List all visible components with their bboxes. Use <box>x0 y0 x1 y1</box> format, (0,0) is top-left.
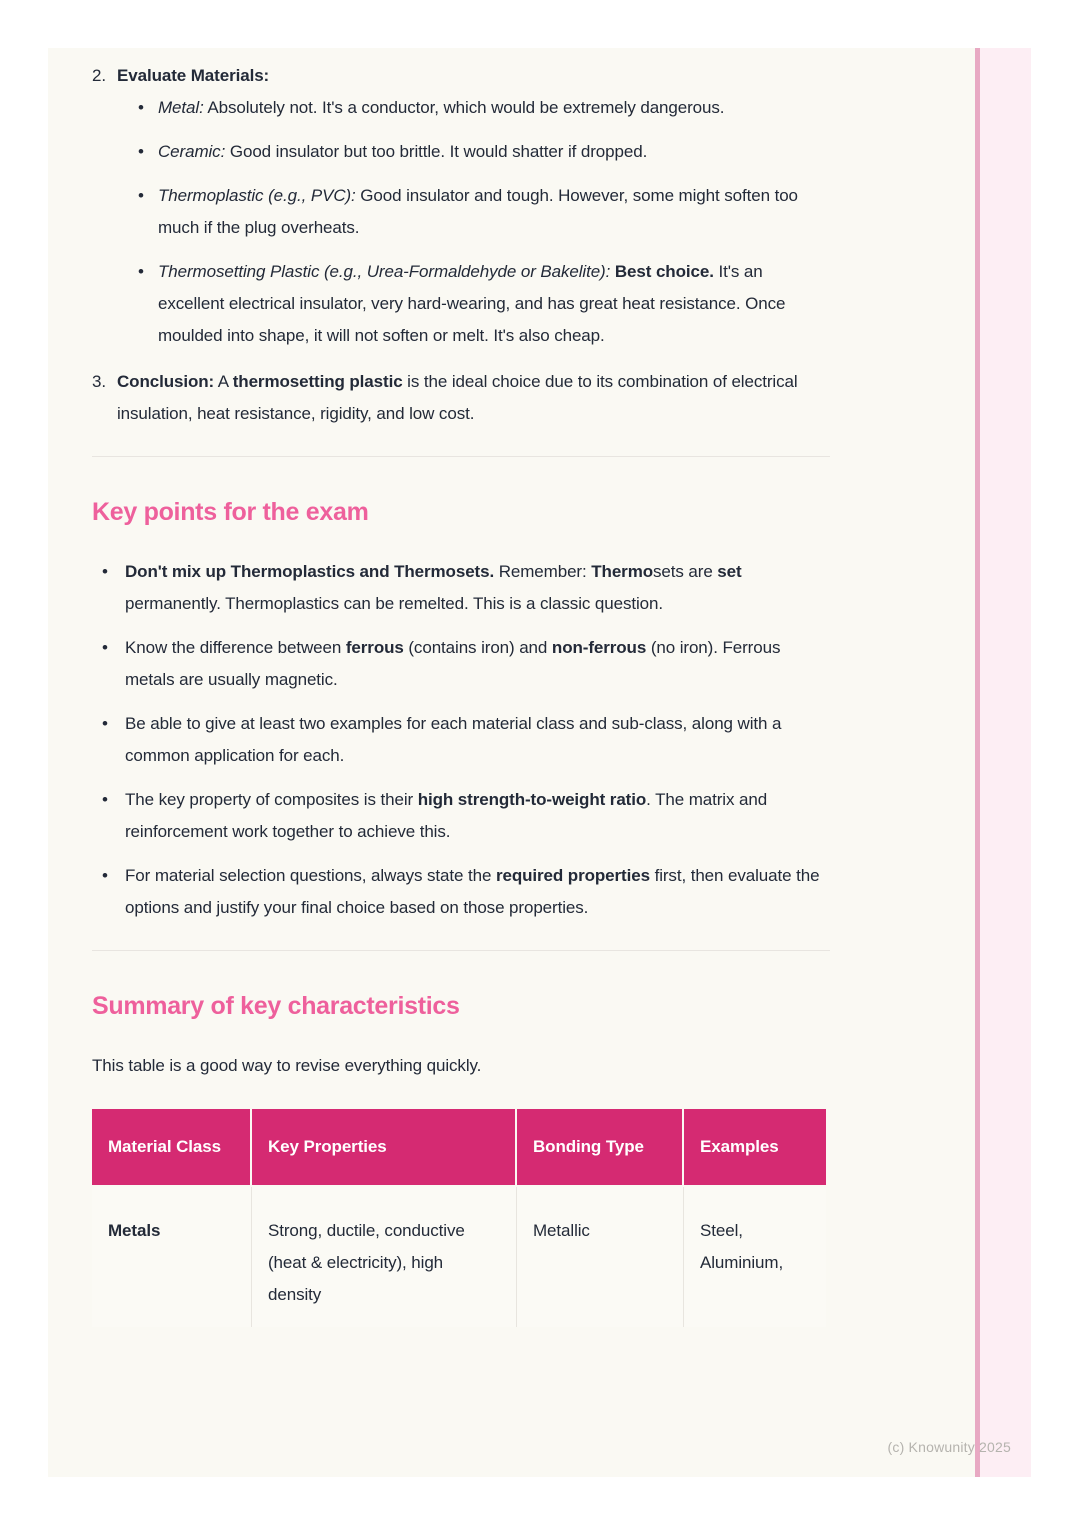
evaluate-materials-list <box>92 60 830 430</box>
bullet-text: Ceramic: Good insulator but too brittle. It would shatter if dropped. <box>158 142 648 161</box>
cell-key-properties: Strong, ductile, conductive (heat & electricity), high density <box>252 1187 517 1327</box>
summary-table <box>92 1109 826 1327</box>
column-header-key-properties: Key Properties <box>252 1109 517 1187</box>
bullet-text: Thermosetting Plastic (e.g., Urea-Formaldehyde or Bakelite): Best choice. It's an excellent electrical insulator, very hard-wearing, and has great heat resistance. Once moulded into shape, it will not soften or melt. It's also cheap. <box>158 262 786 345</box>
bullet-dot <box>102 708 125 772</box>
bullet-text: Thermoplastic (e.g., PVC): Good insulator and tough. However, some might soften too much if the plug overheats. <box>158 186 798 237</box>
list-item <box>138 180 830 244</box>
key-points-list <box>92 556 830 924</box>
summary-heading: Summary of key characteristics <box>92 992 460 1020</box>
section-divider <box>92 456 830 457</box>
bullet-text: Don't mix up Thermoplastics and Thermosets. Remember: Thermosets are set permanently. Thermoplastics can be remelted. This is a classic question. <box>125 562 742 613</box>
key-points-heading: Key points for the exam <box>92 498 369 526</box>
bullet-dot <box>138 256 158 352</box>
list-number: 3. <box>92 372 106 391</box>
column-header-material-class: Material Class <box>92 1109 252 1187</box>
bullet-dot <box>138 92 158 124</box>
document-page <box>48 48 1031 1477</box>
list-item <box>138 136 830 168</box>
cell-examples: Steel, Aluminium, <box>684 1187 826 1327</box>
cell-material-class: Metals <box>92 1187 252 1327</box>
bullet-dot <box>138 180 158 244</box>
accent-stripe-light <box>980 48 1031 1477</box>
material-bullets <box>117 92 830 352</box>
list-item <box>92 632 830 696</box>
bullet-dot <box>102 860 125 924</box>
copyright-watermark: (c) Knowunity 2025 <box>887 1439 1011 1455</box>
bullet-dot <box>102 556 125 620</box>
bullet-text: For material selection questions, always state the required properties first, then evaluate the options and justify your final choice based on those properties. <box>125 866 820 917</box>
page-content <box>92 60 830 1327</box>
bullet-text: Metal: Absolutely not. It's a conductor, which would be extremely dangerous. <box>158 98 725 117</box>
bullet-text: The key property of composites is their high strength-to-weight ratio. The matrix and reinforcement work together to achieve this. <box>125 790 768 841</box>
list-item-conclusion <box>92 366 830 430</box>
section-divider <box>92 950 830 951</box>
list-number: 2. <box>92 66 106 85</box>
list-item <box>138 92 830 124</box>
bullet-dot <box>102 632 125 696</box>
list-item-title: Evaluate Materials: <box>117 66 270 85</box>
bullet-text: Be able to give at least two examples for each material class and sub-class, along with a common application for each. <box>125 714 782 765</box>
bullet-dot <box>102 784 125 848</box>
list-item <box>92 708 830 772</box>
list-item <box>92 556 830 620</box>
table-header-row <box>92 1109 826 1187</box>
accent-stripe-dark <box>975 48 980 1477</box>
list-item-body <box>117 60 830 352</box>
cell-bonding-type: Metallic <box>517 1187 684 1327</box>
bullet-text: Know the difference between ferrous (contains iron) and non-ferrous (no iron). Ferrous metals are usually magnetic. <box>125 638 781 689</box>
bullet-dot <box>138 136 158 168</box>
table-row <box>92 1187 826 1327</box>
list-item <box>138 256 830 352</box>
list-item-evaluate-materials <box>92 60 830 352</box>
column-header-bonding-type: Bonding Type <box>517 1109 684 1187</box>
column-header-examples: Examples <box>684 1109 826 1187</box>
list-item <box>92 784 830 848</box>
list-item <box>92 860 830 924</box>
list-item-body: Conclusion: A thermosetting plastic is the ideal choice due to its combination of electrical insulation, heat resistance, rigidity, and low cost. <box>117 372 798 423</box>
summary-intro: This table is a good way to revise everything quickly. <box>92 1056 482 1075</box>
